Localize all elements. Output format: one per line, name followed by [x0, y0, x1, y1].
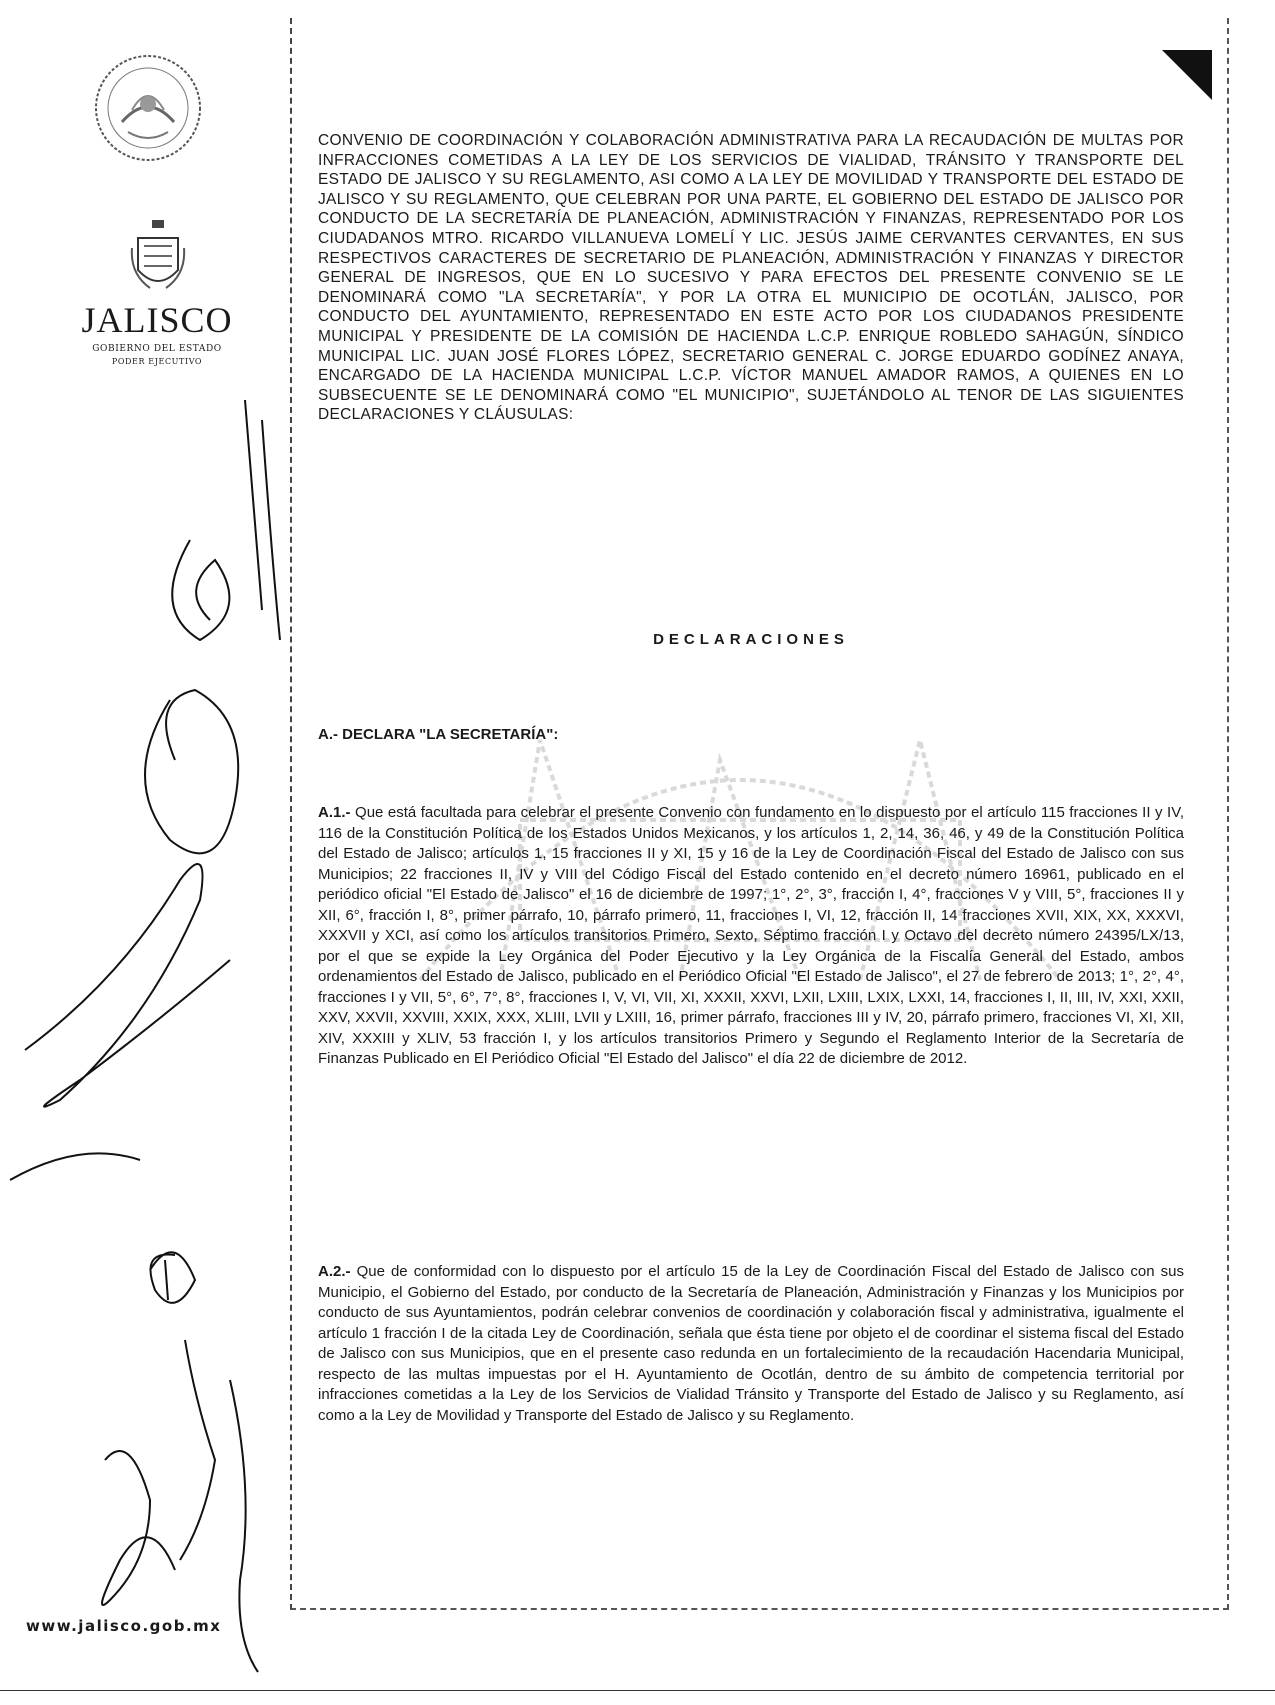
logo-subtitle-government: GOBIERNO DEL ESTADO	[92, 344, 222, 354]
corner-fold-mark	[1162, 50, 1212, 100]
clause-a1-label: A.1.-	[318, 804, 351, 821]
clause-a2	[318, 1262, 1184, 1426]
declarations-title: DECLARACIONES	[653, 631, 849, 648]
agreement-heading: CONVENIO DE COORDINACIÓN Y COLABORACIÓN ADMINISTRATIVA PARA LA RECAUDACIÓN DE MULTAS POR INFRACCIONES COMETIDAS A LA LEY DE LOS SERVICIOS DE VIALIDAD, TRÁNSITO Y TRANSPORTE DEL ESTADO DE JALISCO Y SU REGLAMENTO, ASI COMO A LA LEY DE MOVILIDAD Y TRANSPORTE DEL ESTADO DE JALISCO Y SU REGLAMENTO, QUE CELEBRAN POR UNA PARTE, EL GOBIERNO DEL ESTADO DE JALISCO POR CONDUCTO DE LA SECRETARÍA DE PLANEACIÓN, ADMINISTRACIÓN Y FINANZAS, REPRESENTADO POR LOS CIUDADANOS MTRO. RICARDO VILLANUEVA LOMELÍ Y LIC. JESÚS JAIME CERVANTES CERVANTES, EN SUS RESPECTIVOS CARACTERES DE SECRETARIO DE PLANEACIÓN, ADMINISTRACIÓN Y FINANZAS Y DIRECTOR GENERAL DE INGRESOS, QUE EN LO SUCESIVO Y PARA EFECTOS DEL PRESENTE CONVENIO SE LE DENOMINARÁ COMO "LA SECRETARÍA", Y POR LA OTRA EL MUNICIPIO DE OCOTLÁN, JALISCO, POR CONDUCTO DEL AYUNTAMIENTO, REPRESENTADO EN ESTE ACTO POR LOS CIUDADANOS PRESIDENTE MUNICIPAL Y PRESIDENTE DE LA COMISIÓN DE HACIENDA L.C.P. ENRIQUE ROBLEDO SAHAGÚN, SÍNDICO MUNICIPAL LIC. JUAN JOSÉ FLORES LÓPEZ, SECRETARIO GENERAL C. JORGE EDUARDO GODÍNEZ ANAYA, ENCARGADO DE LA HACIENDA MUNICIPAL L.C.P. VÍCTOR MANUEL AMADOR RAMOS, A QUIENES EN LO SUBSECUENTE SE LE DENOMINARÁ COMO "EL MUNICIPIO", SUJETÁNDOLO AL TENOR DE LAS SIGUIENTES DECLARACIONES Y CLÁUSULAS:	[318, 132, 1184, 424]
secretariat-declares-title: A.- DECLARA "LA SECRETARÍA":	[318, 726, 559, 743]
clause-a1	[318, 803, 1184, 1070]
national-seal-icon	[92, 52, 204, 164]
jalisco-coat-of-arms-icon	[130, 218, 186, 298]
website-url: www.jalisco.gob.mx	[26, 1617, 222, 1635]
clause-a1-text: Que está facultada para celebrar el presente Convenio con fundamento en lo dispuesto por el artículo 115 fracciones II y IV, 116 de la Constitución Política de los Estados Unidos Mexicanos, y los artículos 1, 2, 14, 36, 46, y 49 de la Constitución Política del Estado de Jalisco; artículos 1, 15 fracciones II y XI, 15 y 16 de la Ley de Coordinación Fiscal del Estado de Jalisco con sus Municipios; 22 fracciones II, IV y VIII del Código Fiscal del Estado contenido en el decreto número 16961, publicado en el periódico oficial "El Estado de Jalisco" el 16 de diciembre de 1997; 1°, 2°, 3°, fracción I, 4°, fracciones V y VIII, 5°, fracciones II y XII, 6°, fracción I, 8°, primer párrafo, 10, párrafo primero, 11, fracciones I, VI, 12, fracción II, 14 fracciones XVII, XIX, XX, XXXVI, XXXVII y XCI, así como los artículos transitorios Primero, Sexto, Séptimo fracción I y Octavo del decreto número 24395/LX/13, por el que se expide la Ley Orgánica del Poder Ejecutivo y la Ley Orgánica de la Fiscalía General del Estado, ambos ordenamientos del Estado de Jalisco, publicado en el Periódico Oficial "El Estado de Jalisco", el 27 de febrero de 2013; 1°, 2°, 4°, fracciones I y VII, 5°, 6°, 7°, 8°, fracciones I, V, VI, VII, XI, XXXII, XXVI, LXII, LXIII, LXIX, LXXI, 14, fracciones I, II, III, IV, XXI, XXII, XXV, XXVII, XXVIII, XXIX, XXX, XLIII, LVII y LXIII, 16, primer párrafo, fracciones III y IV, 20, párrafo primero, fracciones VI, XI, XII, XIV, XXXIII y XLIV, 53 fracción I, y los artículos transitorios Primero y Segundo el Reglamento Interior de la Secretaría de Finanzas Publicado en El Periódico Oficial "El Estado del Jalisco" el día 22 de diciembre de 2012.	[318, 804, 1184, 1067]
clause-a2-label: A.2.-	[318, 1263, 351, 1280]
jalisco-logo-wordmark: JALISCO	[81, 300, 233, 340]
clause-a2-text: Que de conformidad con lo dispuesto por el artículo 15 de la Ley de Coordinación Fiscal del Estado de Jalisco con sus Municipio, el Gobierno del Estado, por conducto de la Secretaría de Planeación, Administración y Finanzas y los Municipios por conducto de sus Ayuntamientos, podrán celebrar convenios de coordinación y colaboración fiscal y administrativa, igualmente el artículo 1 fracción I de la citada Ley de Coordinación, señala que ésta tiene por objeto el de coordinar el sistema fiscal del Estado de Jalisco con sus Municipios, que en el presente caso redunda en un fortalecimiento de la recaudación Hacendaria Municipal, respecto de las multas impuestas por el H. Ayuntamiento de Ocotlán, dentro de su ámbito de competencia territorial por infracciones cometidas a la Ley de los Servicios de Vialidad Tránsito y Transporte del Estado de Jalisco y su Reglamento, así como a la Ley de Movilidad y Transporte del Estado de Jalisco y su Reglamento.	[318, 1263, 1184, 1424]
page-bottom-rule	[0, 1690, 1275, 1691]
logo-subtitle-executive: PODER EJECUTIVO	[111, 357, 203, 366]
